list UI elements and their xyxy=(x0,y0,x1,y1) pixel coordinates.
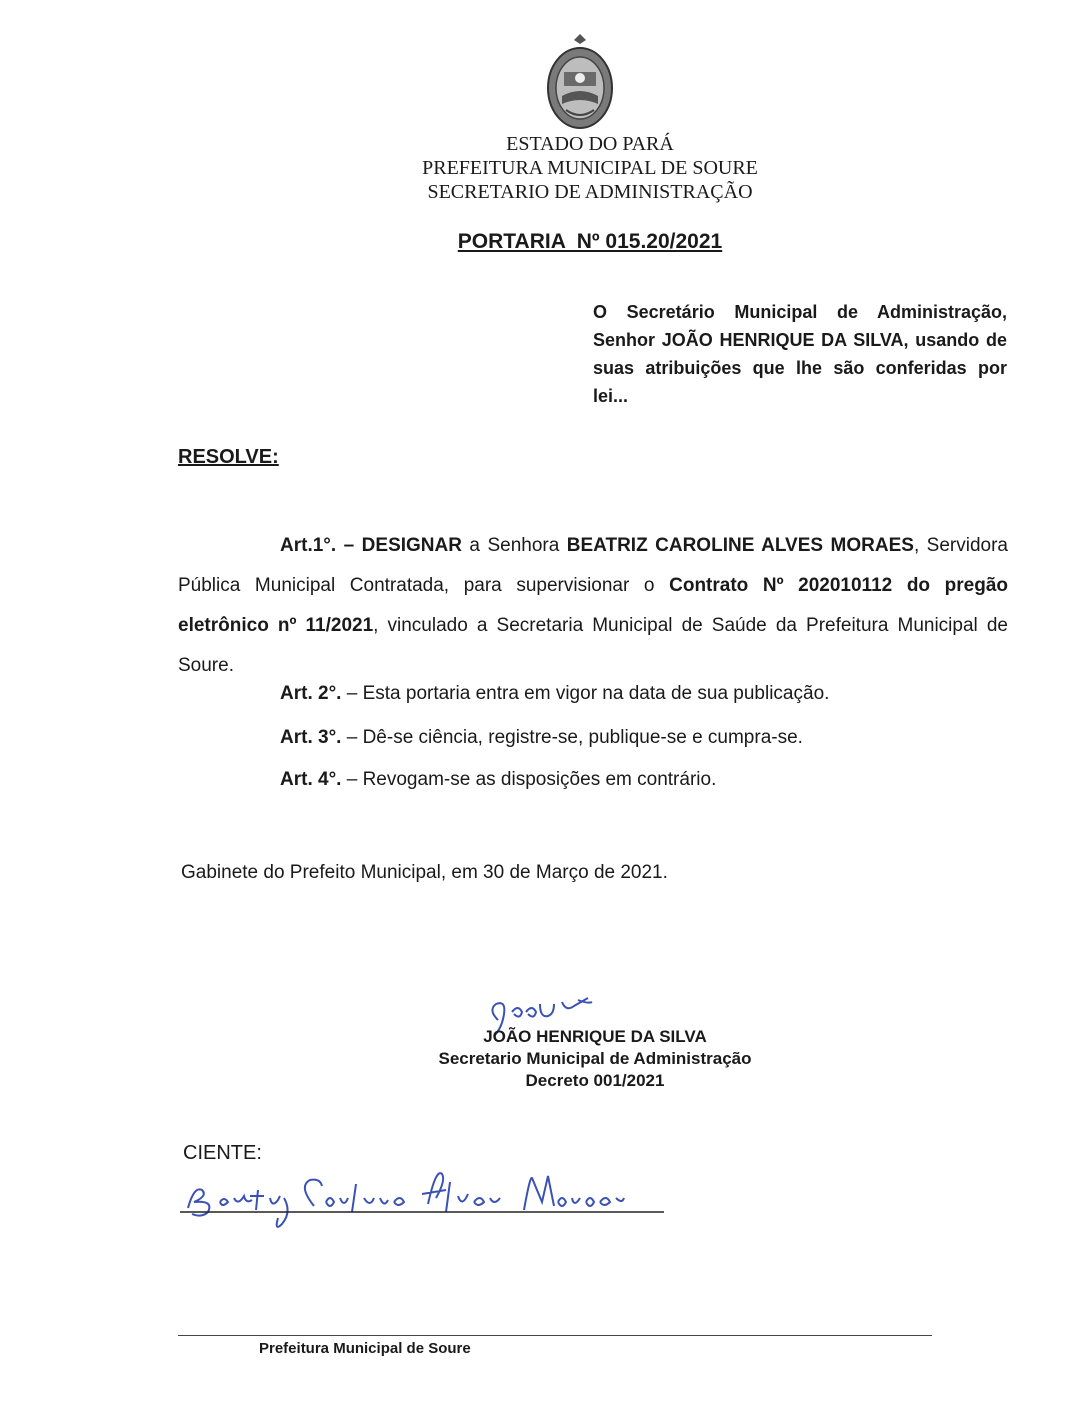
article-2-label: Art. 2°. xyxy=(280,683,342,704)
document-title: PORTARIA Nº 015.20/2021 xyxy=(457,230,723,253)
article-1-label: Art.1°. – xyxy=(280,535,355,556)
header-state: ESTADO DO PARÁ xyxy=(506,133,674,155)
footer-text: Prefeitura Municipal de Soure xyxy=(259,1340,471,1357)
resolve-heading: RESOLVE: xyxy=(178,446,279,468)
header-municipality: PREFEITURA MUNICIPAL DE SOURE xyxy=(422,157,758,179)
signatory-block xyxy=(380,1026,810,1092)
acknowledgment-label: CIENTE: xyxy=(183,1142,262,1164)
article-2 xyxy=(280,682,829,706)
footer-divider xyxy=(178,1335,932,1336)
article-1-text-3: , vinculado a Secretaria Municipal de Saúde da Prefeitura Municipal de Soure. xyxy=(178,615,1008,676)
coat-of-arms-seal xyxy=(540,30,620,130)
article-3-label: Art. 3°. xyxy=(280,727,342,748)
article-4-label: Art. 4°. xyxy=(280,769,342,790)
article-1 xyxy=(178,526,1008,686)
article-2-text: – Esta portaria entra em vigor na data de sua publicação. xyxy=(341,683,830,704)
article-1-text-2: , Servidora Pública Municipal Contratada, para supervisionar o xyxy=(178,535,1008,596)
article-4 xyxy=(280,768,716,792)
article-4-text: – Revogam-se as disposições em contrário. xyxy=(341,769,717,790)
header-department: SECRETARIO DE ADMINISTRAÇÃO xyxy=(427,181,753,203)
article-3-text: – Dê-se ciência, registre-se, publique-se e cumpra-se. xyxy=(341,727,803,748)
signatory-name: JOÃO HENRIQUE DA SILVA xyxy=(483,1027,707,1046)
acknowledgment-handwritten-signature xyxy=(180,1168,670,1238)
signatory-decree: Decreto 001/2021 xyxy=(525,1071,665,1090)
article-1-designee: BEATRIZ CAROLINE ALVES MORAES xyxy=(566,535,914,556)
article-3 xyxy=(280,726,803,750)
article-1-text-1: a Senhora xyxy=(461,535,567,556)
preamble: O Secretário Municipal de Administração, Senhor JOÃO HENRIQUE DA SILVA, usando de suas atribuições que lhe são conferidas por lei... xyxy=(593,302,1007,406)
article-1-verb: DESIGNAR xyxy=(361,535,462,556)
signatory-role: Secretario Municipal de Administração xyxy=(438,1049,752,1068)
article-1-contract: Contrato Nº 202010112 do pregão eletrônico nº 11/2021 xyxy=(178,575,1008,636)
closing-line: Gabinete do Prefeito Municipal, em 30 de Março de 2021. xyxy=(181,862,668,883)
